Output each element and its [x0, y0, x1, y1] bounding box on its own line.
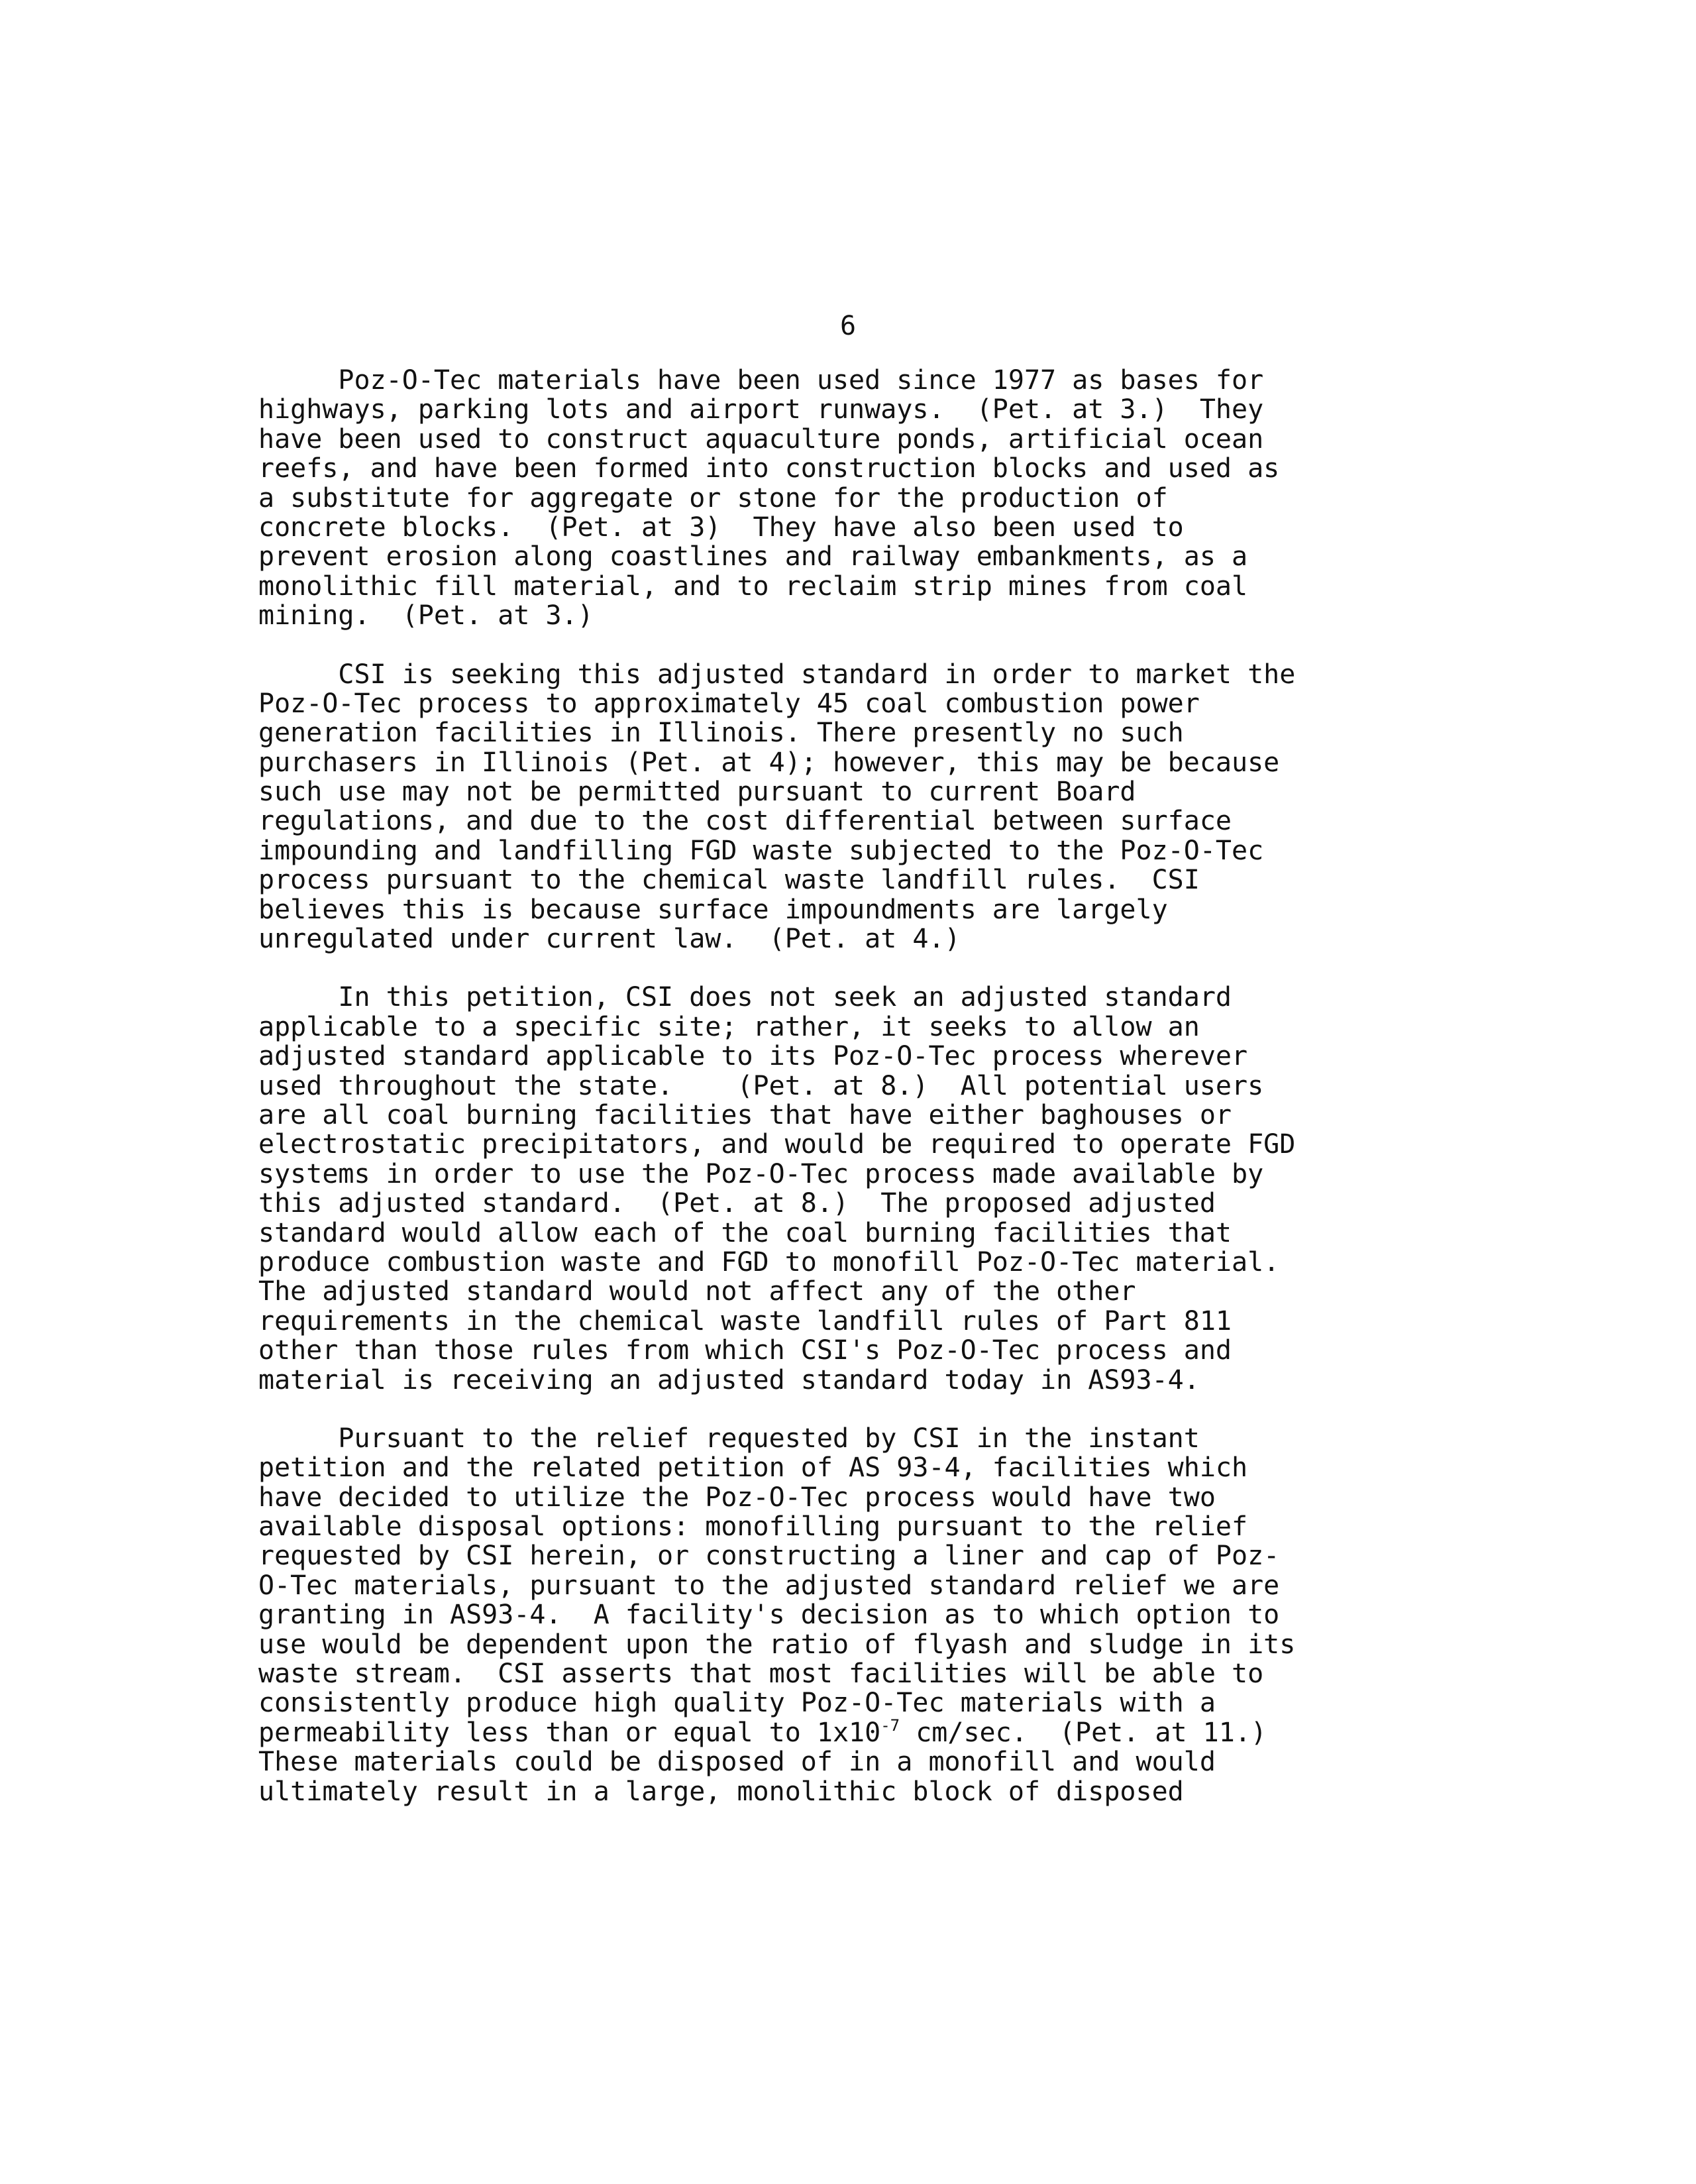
text-line: this adjusted standard. (Pet. at 8.) The proposed adjusted — [258, 1188, 1216, 1219]
text-line: mining. (Pet. at 3.) — [258, 600, 594, 631]
text-line: believes this is because surface impoundments are largely — [258, 894, 1168, 925]
text-line: electrostatic precipitators, and would be required to operate FGD — [258, 1129, 1296, 1160]
text-line: highways, parking lots and airport runways. (Pet. at 3.) They — [258, 394, 1264, 425]
text-line: material is receiving an adjusted standard today in AS93-4. — [258, 1364, 1200, 1395]
paragraph-2 — [258, 660, 1424, 954]
text-line: purchasers in Illinois (Pet. at 4); however, this may be because — [258, 747, 1280, 778]
text-line: requested by CSI herein, or constructing a liner and cap of Poz- — [258, 1541, 1280, 1572]
text-line: standard would allow each of the coal burning facilities that — [258, 1217, 1232, 1248]
text-line: Pursuant to the relief requested by CSI in the instant — [258, 1423, 1200, 1454]
paragraph-4 — [258, 1424, 1424, 1806]
text-line: are all coal burning facilities that have either baghouses or — [258, 1099, 1232, 1130]
text-line: applicable to a specific site; rather, it seeks to allow an — [258, 1011, 1200, 1042]
exponent: -7 — [880, 1716, 900, 1735]
paragraph-3 — [258, 983, 1424, 1394]
text-line: Poz-O-Tec process to approximately 45 coal combustion power — [258, 688, 1200, 719]
text-line: systems in order to use the Poz-O-Tec process made available by — [258, 1158, 1264, 1189]
text-line: process pursuant to the chemical waste landfill rules. CSI — [258, 865, 1200, 896]
text-line: produce combustion waste and FGD to monofill Poz-O-Tec material. — [258, 1246, 1280, 1278]
paragraph-1 — [258, 366, 1424, 631]
text-line: have been used to construct aquaculture ponds, artificial ocean — [258, 423, 1264, 455]
text-line: available disposal options: monofilling pursuant to the relief — [258, 1511, 1248, 1543]
text-line: CSI is seeking this adjusted standard in order to market the — [258, 659, 1296, 690]
text-line: impounding and landfilling FGD waste subjected to the Poz-O-Tec — [258, 835, 1264, 866]
text-line: reefs, and have been formed into construction blocks and used as — [258, 453, 1280, 484]
text-line: ultimately result in a large, monolithic block of disposed — [258, 1776, 1184, 1807]
permeability-text: permeability less than or equal to 1x10 — [258, 1717, 881, 1748]
text-line: granting in AS93-4. A facility's decision as to which option to — [258, 1600, 1280, 1631]
text-line: used throughout the state. (Pet. at 8.) All potential users — [258, 1070, 1264, 1101]
text-line: other than those rules from which CSI's Poz-O-Tec process and — [258, 1335, 1232, 1366]
text-line: petition and the related petition of AS 93-4, facilities which — [258, 1452, 1248, 1484]
permeability-line — [258, 1718, 1424, 1747]
document-body — [258, 366, 1424, 1835]
text-line: concrete blocks. (Pet. at 3) They have also been used to — [258, 512, 1184, 543]
page-number: 6 — [839, 311, 857, 341]
text-line: unregulated under current law. (Pet. at 4.) — [258, 924, 961, 955]
permeability-text-end: cm/sec. (Pet. at 11.) — [900, 1717, 1267, 1748]
text-line: prevent erosion along coastlines and railway embankments, as a — [258, 541, 1248, 573]
text-line: Poz-O-Tec materials have been used since 1977 as bases for — [258, 365, 1264, 396]
text-line: In this petition, CSI does not seek an adjusted standard — [258, 982, 1232, 1013]
text-line: a substitute for aggregate or stone for the production of — [258, 482, 1168, 514]
text-line: requirements in the chemical waste landfill rules of Part 811 — [258, 1305, 1232, 1337]
text-line: These materials could be disposed of in a monofill and would — [258, 1747, 1216, 1778]
text-line: generation facilities in Illinois. There presently no such — [258, 718, 1184, 749]
text-line: use would be dependent upon the ratio of flyash and sludge in its — [258, 1629, 1296, 1660]
text-line: The adjusted standard would not affect any of the other — [258, 1276, 1136, 1307]
text-line: waste stream. CSI asserts that most facilities will be able to — [258, 1659, 1264, 1690]
text-line: O-Tec materials, pursuant to the adjusted standard relief we are — [258, 1570, 1280, 1601]
text-line: adjusted standard applicable to its Poz-O-Tec process wherever — [258, 1041, 1248, 1072]
text-line: consistently produce high quality Poz-O-Tec materials with a — [258, 1688, 1216, 1719]
text-line: regulations, and due to the cost differential between surface — [258, 806, 1232, 837]
text-line: such use may not be permitted pursuant to current Board — [258, 777, 1136, 808]
text-line: monolithic fill material, and to reclaim strip mines from coal — [258, 571, 1248, 602]
text-line: have decided to utilize the Poz-O-Tec process would have two — [258, 1482, 1216, 1513]
